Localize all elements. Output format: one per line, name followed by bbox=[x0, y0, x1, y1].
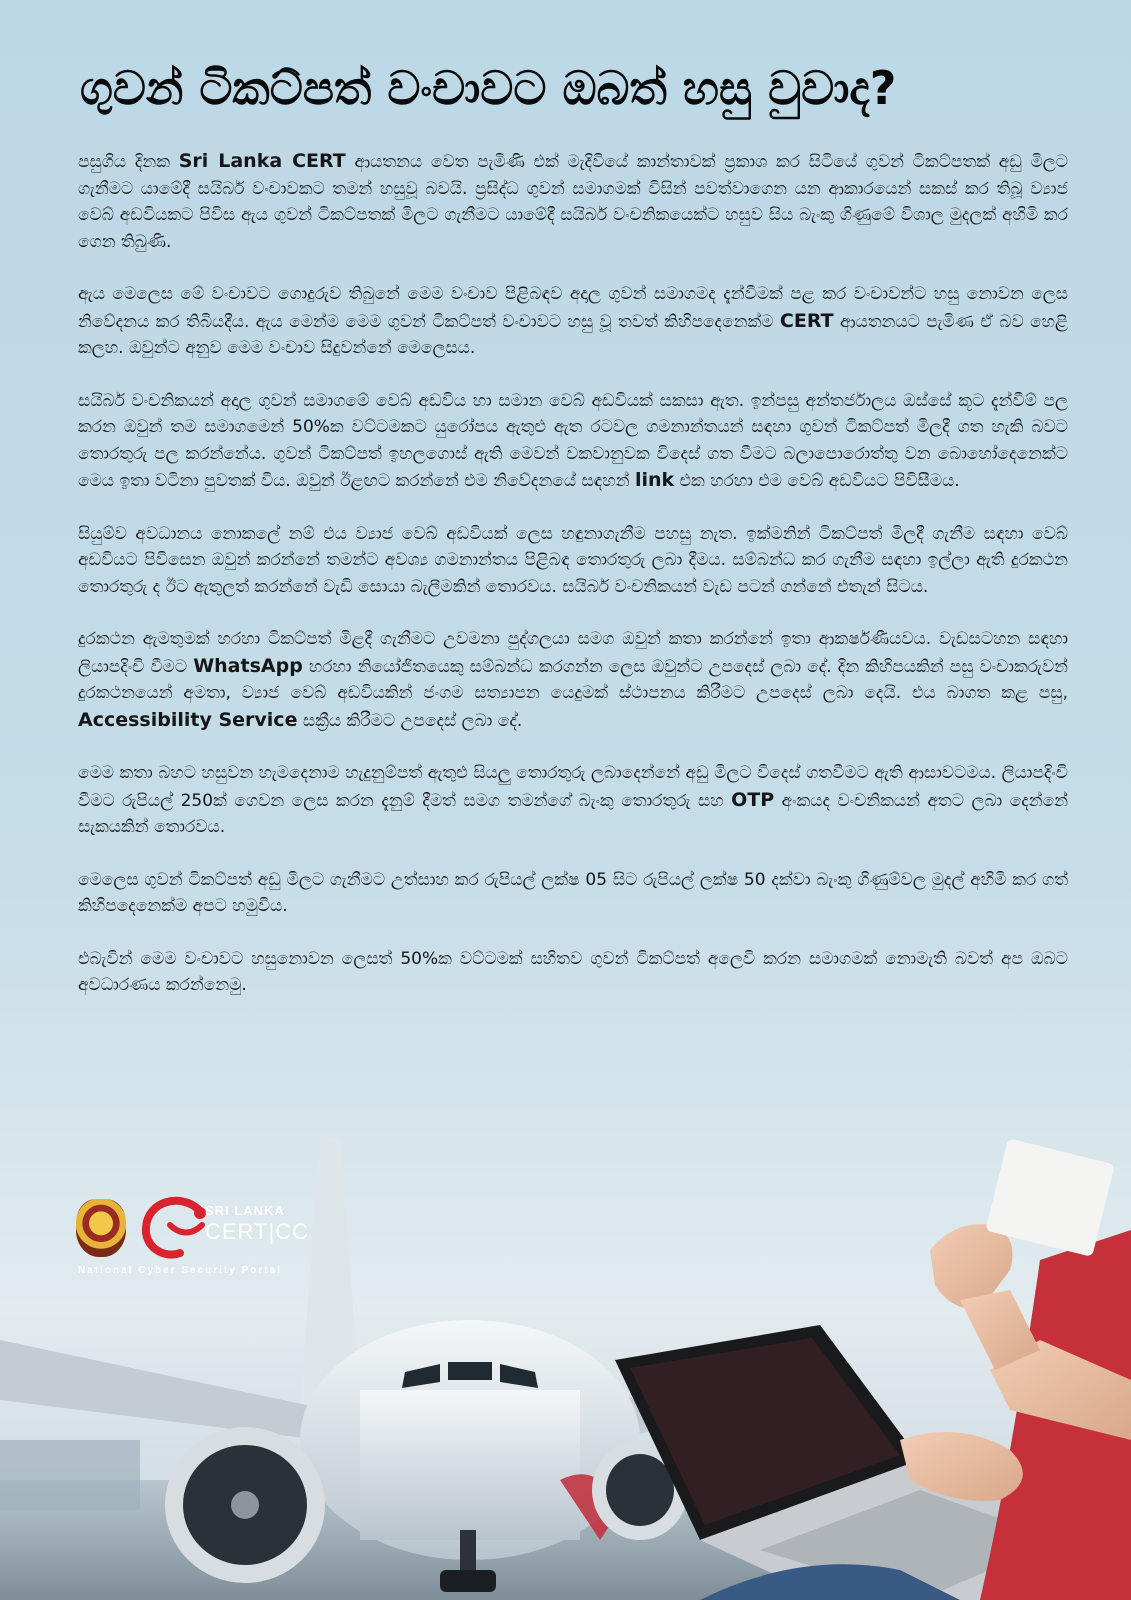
airport-illustration bbox=[0, 1110, 1131, 1600]
highlight-term: link bbox=[634, 469, 675, 491]
paragraph: සියුම්ව අවධානය නොකලේ නම් එය ව්‍යාජ වෙබ් අඩවියක් ලෙස හඳුනාගැනීම පහසු නැත. ඉක්මනින් ටිකට්පත් මිලදී ගැනීම සඳහා වෙබ් අඩවියට පිවිසෙන ඔවුන් කරන්නේ තමන්ට අවශ්‍ය ගමනාන්තය පිළිබඳ තොරතුරු ලබා දීමය. සම්බන්ධ කර ගැනීම සඳහා ඉල්ලා ඇති දුරකථන තොරතුරු ද ඊට ඇතුලත් කරන්නේ වැඩි සොයා බැලීමකින් තොරවය. සයිබර් වංචනිකයන් වැඩ පටන් ගන්නේ එතැන් සිටය. bbox=[78, 523, 1068, 597]
highlight-term: Sri Lanka CERT bbox=[178, 150, 346, 172]
highlight-term: Accessibility Service bbox=[78, 708, 298, 731]
paragraph: පසුගිය දිනක Sri Lanka CERT ආයතනය වෙත පැමිණි එක් මැදිවියේ කාන්තාවක් ප්‍රකාශ කර සිටියේ ගුවන් ටිකට්පතක් අඩු මිලට ගැනීමට යාමේදී සයිබර් වංචාවකට තමන් හසුවූ බවයි. ප්‍රසිද්ධ ගුවන් සමාගමක් විසින් පවත්වාගෙන යන ආකාරයෙන් සකස් කර තිබූ ව්‍යාජ වෙබ් අඩවියකට පිවිස ඇය ගුවන් ටිකට්පතක් මිලට ගැනීමට යාමේදී සයිබර් වංචනිකයෙක්ට හසුව සිය බැංකු ගිණුමේ විශාල මුදලක් අහිමි කර ගෙන තිබුණි. bbox=[78, 150, 1068, 252]
highlight-term: CERT bbox=[779, 309, 834, 332]
highlight-term: WhatsApp bbox=[193, 654, 303, 677]
logo-block bbox=[70, 1195, 330, 1280]
paragraph: සයිබර් වංචනිකයන් අදාල ගුවන් සමාගමේ වෙබ් අඩවිය හා සමාන වෙබ් අඩවියක් සකසා ඇත. ඉන්පසු අන්තර්ජාලය ඔස්සේ කූට දැන්වීම් පල කරන ඔවුන් තම සමාගමෙන් 50%ක වට්ටමකට යුරෝපය ඇතුළු ඇත රටවල ගමනාන්තයන් සඳහා ගුවන් ටිකට්පත් මිලදී ගත හැකි බවට තොරතුරු පල කරන්නේය. ගුවන් ටිකට්පත් ඉහලගොස් ඇති මෙවන් වකවානුවක විදෙස් ගත වීමට බලාපොරොත්තු වන බොහෝදෙනෙක්ට මෙය ඉතා වටිනා පුවතක් විය. ඔවුන් ඊළඟට කරන්නේ එම නිවේදනයේ සඳහන් link එක හරහා එම වෙබ් අඩවියට පිවිසීමය. bbox=[78, 390, 1068, 491]
paragraph: දුරකථන ඇමතුමක් හරහා ටිකට්පත් මිළදී ගැනීමට උවමනා පුද්ගලයා සමග ඔවුන් කතා කරන්නේ ඉතා ආකර්ෂණීයවය. වැඩසටහන සඳහා ලියාපදිංචි වීමට WhatsApp හරහා නියෝජිතයෙකු සම්බන්ධ කරගන්න ලෙස ඔවුන්ට උපදෙස් ලබා දේ. දින කිහිපයකින් පසු වංචාකරුවන් දුරකථනයෙන් අමතා, ව්‍යාජ වෙබ් අඩවියකින් ජංගම සත්‍යාපන යෙදුමක් ස්ථාපනය කිරීමට උපදෙස් ලබා දෙයි. එය බාගත කළ පසු, Accessibility Service සක්‍රීය කිරීමට උපදෙස් ලබා දේ. bbox=[78, 629, 1068, 731]
highlight-term: OTP bbox=[731, 788, 775, 811]
page-title: ගුවන් ටිකට්පත් වංචාවට ඔබත් හසු වුවාද? bbox=[80, 61, 897, 115]
terminal-building bbox=[0, 1440, 140, 1510]
paragraph: මෙලෙස ගුවන් ටිකට්පත් අඩු මිලට ගැනීමට උත්සාහ කර රුපියල් ලක්ෂ 05 සිට රුපියල් ලක්ෂ 50 දක්වා බැංකු ගිණුම්වල මුදල් අහිමි කර ගත් කිහිපදෙනෙක්ම අපට හමුවිය. bbox=[78, 869, 1068, 916]
paragraph: ඇය මෙලෙස මේ වංචාවට ගොදුරුව තිබුනේ මෙම වංචාව පිළිබඳව අදාල ගුවන් සමාගමද දැන්වීමක් පළ කර වංචාවන්ට හසු නොවන ලෙස නිවේදනය කර තිබියදීය. ඇය මෙන්ම මෙම ගුවන් ටිකට්පත් වංචාවට හසු වූ තවත් කිහිපදෙනෙක්ම CERT ආයතනයට පැමිණ ඒ බව හෙළි කලහ. ඔවුන්ට අනුව මෙම වංචාව සිදුවන්නේ මෙලෙසය. bbox=[78, 284, 1068, 358]
org-name-small: SRI LANKA bbox=[205, 1203, 285, 1218]
portal-tagline: National Cyber Security Portal bbox=[78, 1265, 282, 1276]
left-wing bbox=[0, 1340, 330, 1440]
org-name-big: CERT|CC bbox=[205, 1219, 309, 1244]
article-body bbox=[78, 148, 1068, 1025]
paragraph: එබැවින් මෙම වංචාවට හසුනොවන ලෙසත් 50%ක වට්ටමක් සහිතව ගුවන් ටිකට්පත් අලෙවි කරන සමාගමක් නොමැති බවත් අප ඔබට අවධාරණය කරන්නෙමු. bbox=[78, 948, 1068, 995]
sri-lanka-emblem-icon bbox=[76, 1199, 126, 1257]
paragraph: මෙම කතා බහට හසුවන හැමදෙනාම හැදුනුම්පත් ඇතුළු සියලු තොරතුරු ලබාදෙන්නේ අඩු මිලට විදෙස් ගතවීමට ඇති ආසාවටමය. ලියාපදිංචි වීමට රුපියල් 250ක් ගෙවන ලෙස කරන දැනුම් දීමත් සමග තමන්ගේ බැංකු තොරතුරු සහ OTP අංකයද වංචනිකයන් අතට ලබා දෙන්නේ සැකයකින් තොරවය. bbox=[78, 763, 1069, 837]
